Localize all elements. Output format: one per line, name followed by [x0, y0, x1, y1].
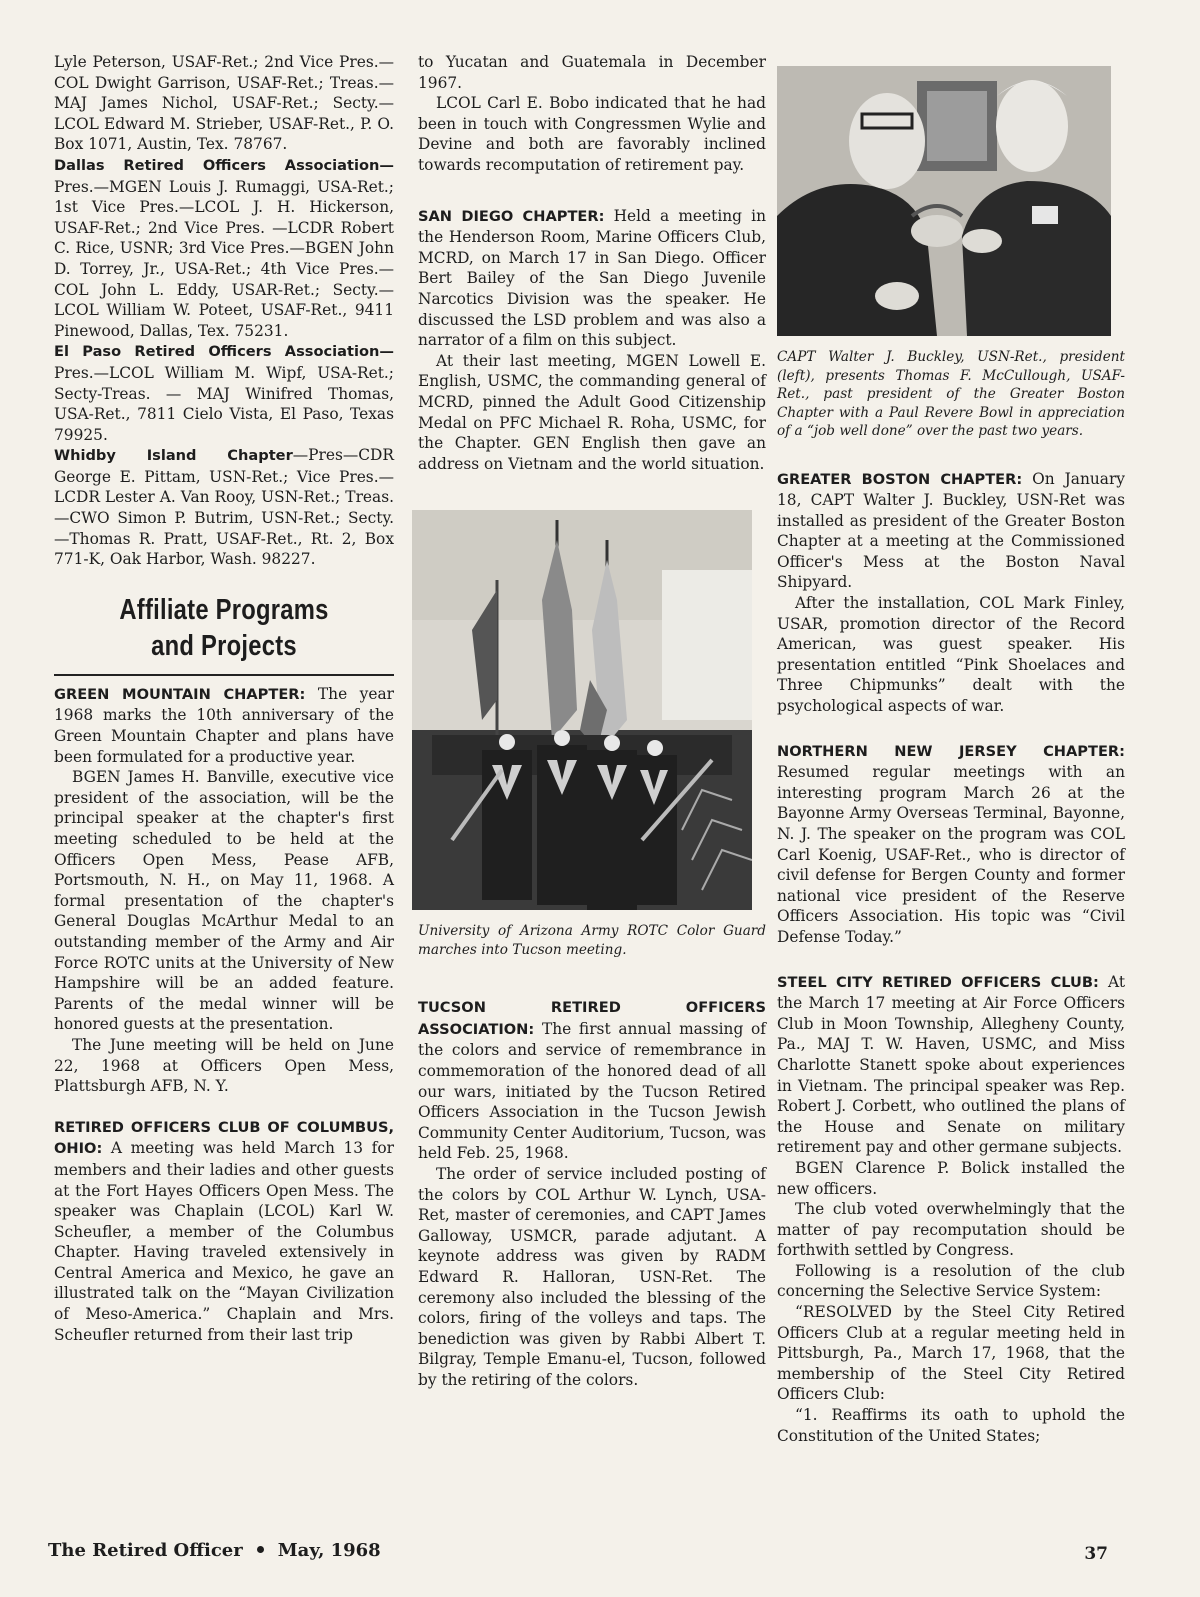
texas-chapter-officers: Lyle Peterson, USAF-Ret.; 2nd Vice Pres.—COL Dwight Garrison, USAF-Ret.; Treas.—MAJ James Nichol, USAF-Ret.; Secty.—LCOL Edward M. Strieber, USAF-Ret., P. O. Box 1071, Austin, Tex. 78767. — [54, 53, 394, 154]
green-mountain-paragraph: BGEN James H. Banville, executive vice president of the association, will be the principal speaker at the chapter's first meeting scheduled to be held at the Officers Open Mess, Pease AFB, Portsmouth, N. H., on May 11, 1968. A formal presentation of the chapter's General Douglas McArthur Medal to an outstanding member of the Army and Air Force ROTC units at the University of New Hampshire will be an added feature. Parents of the medal winner will be honored guests at the presentation. — [54, 768, 394, 1034]
northern-new-jersey-article — [777, 741, 1125, 948]
columbus-article — [54, 1117, 394, 1346]
whidby-heading: Whidby Island Chapter — [54, 447, 293, 465]
columbus-lead: RETIRED OFFICERS CLUB OF COLUMBUS, OHIO: A meeting was held March 13 for members and their ladies and other guests at the Fort Hayes Officers Open Mess. The speaker was Chaplain (LCOL) Karl W. Scheufler, a member of the Columbus Chapter. Having traveled extensively in Central America and Mexico, he gave an illustrated talk on the “Mayan Civilization of Meso-America.” Chaplain and Mrs. Scheufler returned from their last trip — [54, 1118, 394, 1344]
whidby-chapter-entry — [54, 445, 394, 570]
section-title — [85, 592, 364, 664]
column-right — [777, 52, 1125, 1446]
san-diego-lead: SAN DIEGO CHAPTER: Held a meeting in the Henderson Room, Marine Officers Club, MCRD, on March 17 in San Diego. Officer Bert Bailey of the San Diego Juvenile Narcotics Division was the speaker. He discussed the LSD problem and was also a narrator of a film on this subject. — [418, 206, 766, 350]
section-title-line2: and Projects — [151, 629, 297, 662]
steel-city-resolution-item: “1. Reaffirms its oath to uphold the Constitution of the United States; — [777, 1406, 1125, 1445]
tucson-article — [418, 997, 766, 1390]
dallas-body: Pres.—MGEN Louis J. Rumaggi, USA-Ret.; 1st Vice Pres.—LCOL J. H. Hickerson, USAF-Ret.; 2nd Vice Pres. —LCDR Robert C. Rice, USNR; 3rd Vice Pres.—BGEN John D. Torrey, Jr., USA-Ret.; 4th Vice Pres.—COL John L. Eddy, USAR-Ret.; Secty.—LCOL William W. Poteet, USAF-Ret., 9411 Pinewood, Dallas, Tex. 75231. — [54, 177, 394, 340]
color-guard-caption: University of Arizona Army ROTC Color Guard marches into Tucson meeting. — [418, 923, 766, 958]
elpaso-association-entry — [54, 341, 394, 445]
greater-boston-paragraph: After the installation, COL Mark Finley, USAR, promotion director of the Record American, was guest speaker. His presentation entitled “Pink Shoelaces and Three Chipmunks” dealt with the psychological aspects of war. — [777, 594, 1125, 716]
buckley-photo — [777, 66, 1111, 336]
steel-city-lead: STEEL CITY RETIRED OFFICERS CLUB: At the March 17 meeting at Air Force Officers Club in Moon Township, Allegheny County, Pa., MAJ T. W. Haven, USMC, and Miss Charlotte Stanett spoke about experiences in Vietnam. The principal speaker was Rep. Robert J. Corbett, who outlined the plans of the House and Senate on military retirement pay and other germane subjects. — [777, 972, 1125, 1157]
tucson-heading: TUCSON RETIRED OFFICERS ASSOCIATION: — [418, 999, 766, 1038]
green-mountain-paragraph: The June meeting will be held on June 22, 1968 at Officers Open Mess, Plattsburgh AFB, N. Y. — [54, 1035, 394, 1096]
elpaso-body: Pres.—LCOL William M. Wipf, USA-Ret.; Secty-Treas. — MAJ Winifred Thomas, USA-Ret., 7811 Cielo Vista, El Paso, Texas 79925. — [54, 363, 394, 444]
tucson-lead: TUCSON RETIRED OFFICERS ASSOCIATION: The first annual massing of the colors and service of remembrance in commemoration of the honored dead of all our wars, initiated by the Tucson Retired Officers Association in the Tucson Jewish Community Center Auditorium, Tucson, was held Feb. 25, 1968. — [418, 999, 766, 1163]
columbus-continued: to Yucatan and Guatemala in December 1967. — [418, 53, 766, 92]
greater-boston-lead: GREATER BOSTON CHAPTER: On January 18, CAPT Walter J. Buckley, USN-Ret was installed as president of the Greater Boston Chapter at a meeting at the Commissioned Officer's Mess at the Boston Naval Shipyard. — [777, 469, 1125, 592]
northern-new-jersey-lead: NORTHERN NEW JERSEY CHAPTER: Resumed regular meetings with an interesting program March 26 at the Bayonne Army Overseas Terminal, Bayonne, N. J. The speaker on the program was COL Carl Koenig, USAF-Ret., who is director of civil defense for Bergen County and former national vice president of the Reserve Officers Association. His topic was “Civil Defense Today.” — [777, 742, 1125, 946]
northern-new-jersey-heading: NORTHERN NEW JERSEY CHAPTER: — [777, 742, 1125, 760]
steel-city-heading: STEEL CITY RETIRED OFFICERS CLUB: — [777, 973, 1099, 991]
steel-city-paragraph: The club voted overwhelmingly that the matter of pay recomputation should be forthwith settled by Congress. — [777, 1200, 1125, 1260]
section-title-line1: Affiliate Programs — [119, 593, 329, 626]
dallas-association-entry — [54, 155, 394, 341]
column-left — [54, 52, 394, 1345]
footer-publication — [48, 1540, 381, 1561]
publication-name: The Retired Officer — [48, 1540, 243, 1561]
steel-city-paragraph: BGEN Clarence P. Bolick installed the new officers. — [777, 1158, 1125, 1198]
columbus-heading: RETIRED OFFICERS CLUB OF COLUMBUS, OHIO: — [54, 1118, 394, 1158]
steel-city-paragraph: Following is a resolution of the club concerning the Selective Service System: — [777, 1261, 1125, 1301]
green-mountain-heading: GREEN MOUNTAIN CHAPTER: — [54, 685, 306, 703]
whidby-body: —Pres—CDR George E. Pittam, USN-Ret.; Vice Pres.—LCDR Lester A. Van Rooy, USN-Ret.; Treas.—CWO Simon P. Butrim, USN-Ret.; Secty.—Thomas R. Pratt, USAF-Ret., Rt. 2, Box 771-K, Oak Harbor, Wash. 98227. — [54, 446, 394, 569]
column-middle — [418, 52, 766, 1391]
steel-city-resolution: “RESOLVED by the Steel City Retired Officers Club at a regular meeting held in Pittsburgh, Pa., March 17, 1968, that the membership of the Steel City Retired Officers Club: — [777, 1303, 1125, 1404]
san-diego-heading: SAN DIEGO CHAPTER: — [418, 207, 605, 225]
elpaso-heading: El Paso Retired Officers Association— — [54, 343, 394, 361]
greater-boston-article — [777, 469, 1125, 717]
green-mountain-lead: GREEN MOUNTAIN CHAPTER: The year 1968 marks the 10th anniversary of the Green Mountain Chapter and plans have been formulated for a productive year. — [54, 684, 394, 766]
issue-date: May, 1968 — [277, 1540, 381, 1561]
color-guard-image — [412, 510, 752, 910]
buckley-image — [777, 66, 1111, 336]
section-divider — [54, 674, 394, 676]
san-diego-paragraph: At their last meeting, MGEN Lowell E. English, USMC, the commanding general of MCRD, pinned the Adult Good Citizenship Medal on PFC Michael R. Roha, USMC, for the Chapter. GEN English then gave an address on Vietnam and the world situation. — [418, 351, 766, 473]
bullet-separator — [257, 1546, 264, 1553]
color-guard-photo — [412, 510, 752, 910]
steel-city-article — [777, 972, 1125, 1447]
tucson-paragraph: The order of service included posting of the colors by COL Arthur W. Lynch, USA-Ret, master of ceremonies, and CAPT James Galloway, USMCR, parade adjutant. A keynote address was given by RADM Edward R. Halloran, USN-Ret. The ceremony also included the blessing of the colors, firing of the volleys and taps. The benediction was given by Rabbi Albert T. Bilgray, Temple Emanu-el, Tucson, followed by the retiring of the colors. — [418, 1165, 766, 1389]
green-mountain-article — [54, 684, 394, 1097]
columbus-paragraph: LCOL Carl E. Bobo indicated that he had been in touch with Congressmen Wylie and Devine and both are favorably inclined towards recomputation of retirement pay. — [418, 94, 766, 174]
dallas-heading: Dallas Retired Officers Association— — [54, 156, 394, 174]
buckley-caption: CAPT Walter J. Buckley, USN-Ret., president (left), presents Thomas F. McCullough, USAF-Ret., past president of the Greater Boston Chapter with a Paul Revere Bowl in appreciation of a “job well done” over the past two years. — [777, 349, 1125, 439]
page-number: 37 — [1084, 1544, 1108, 1564]
san-diego-article — [418, 206, 766, 475]
greater-boston-heading: GREATER BOSTON CHAPTER: — [777, 470, 1023, 488]
